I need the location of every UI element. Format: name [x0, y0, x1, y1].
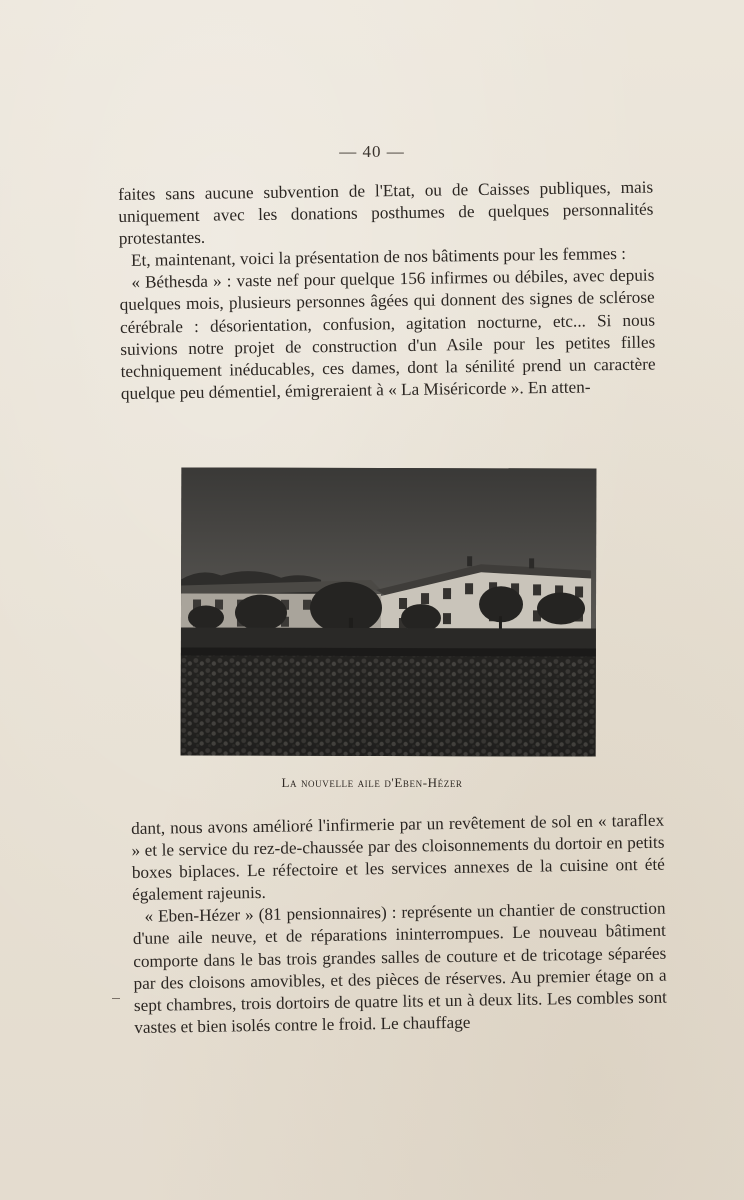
text-block-bottom [131, 810, 667, 1039]
text-block-top [118, 177, 656, 405]
paragraph: Et, maintenant, voici la présentation de nos bâtiments pour les femmes : [130, 244, 627, 271]
paragraph: dant, nous avons amélioré l'infirmerie par un revêtement de sol en « taraflex » et le service du rez-de-chaussée par des cloisonnements du dortoir en petits boxes biplaces. Le réfectoire et les services annexes de la cuisine ont été également rajeunis. [131, 810, 665, 905]
page-number: — 40 — [339, 142, 405, 161]
margin-mark [112, 998, 120, 999]
photo-caption: La nouvelle aile d'Eben-Hézer [281, 775, 463, 790]
paragraph: « Béthesda » : vaste nef pour quelque 156 infirmes ou débiles, avec depuis quelques mois, plusieurs personnes âgées qui donnent des signes de sclérose cérébrale : désorientation, confusion, agitation nocturne, etc... Si nous suivions notre projet de construction d'un Asile pour les petites filles techniquement inéducables, ces dames, dont la sénilité prend un caractère quelque peu démentiel, émigreraient à « La Miséricorde ». En atten- [119, 265, 656, 403]
building-photo [181, 467, 597, 756]
paragraph: « Eben-Hézer » (81 pensionnaires) : représente un chantier de construction d'une aile neuve, et de réparations ininterrompues. Le nouveau bâtiment comporte dans le bas trois grandes salles de couture et de tricotage séparées par des cloisons amovibles, et des pièces de réserves. Au premier étage on a sept chambres, trois dortoirs de quatre lits et un à deux lits. Les combles sont vastes et bien isolés contre le froid. Le chauffage [132, 898, 668, 1037]
paragraph: faites sans aucune subvention de l'Etat, ou de Caisses publiques, mais uniquement avec les donations posthumes de quelques personnalités protestantes. [118, 177, 654, 249]
